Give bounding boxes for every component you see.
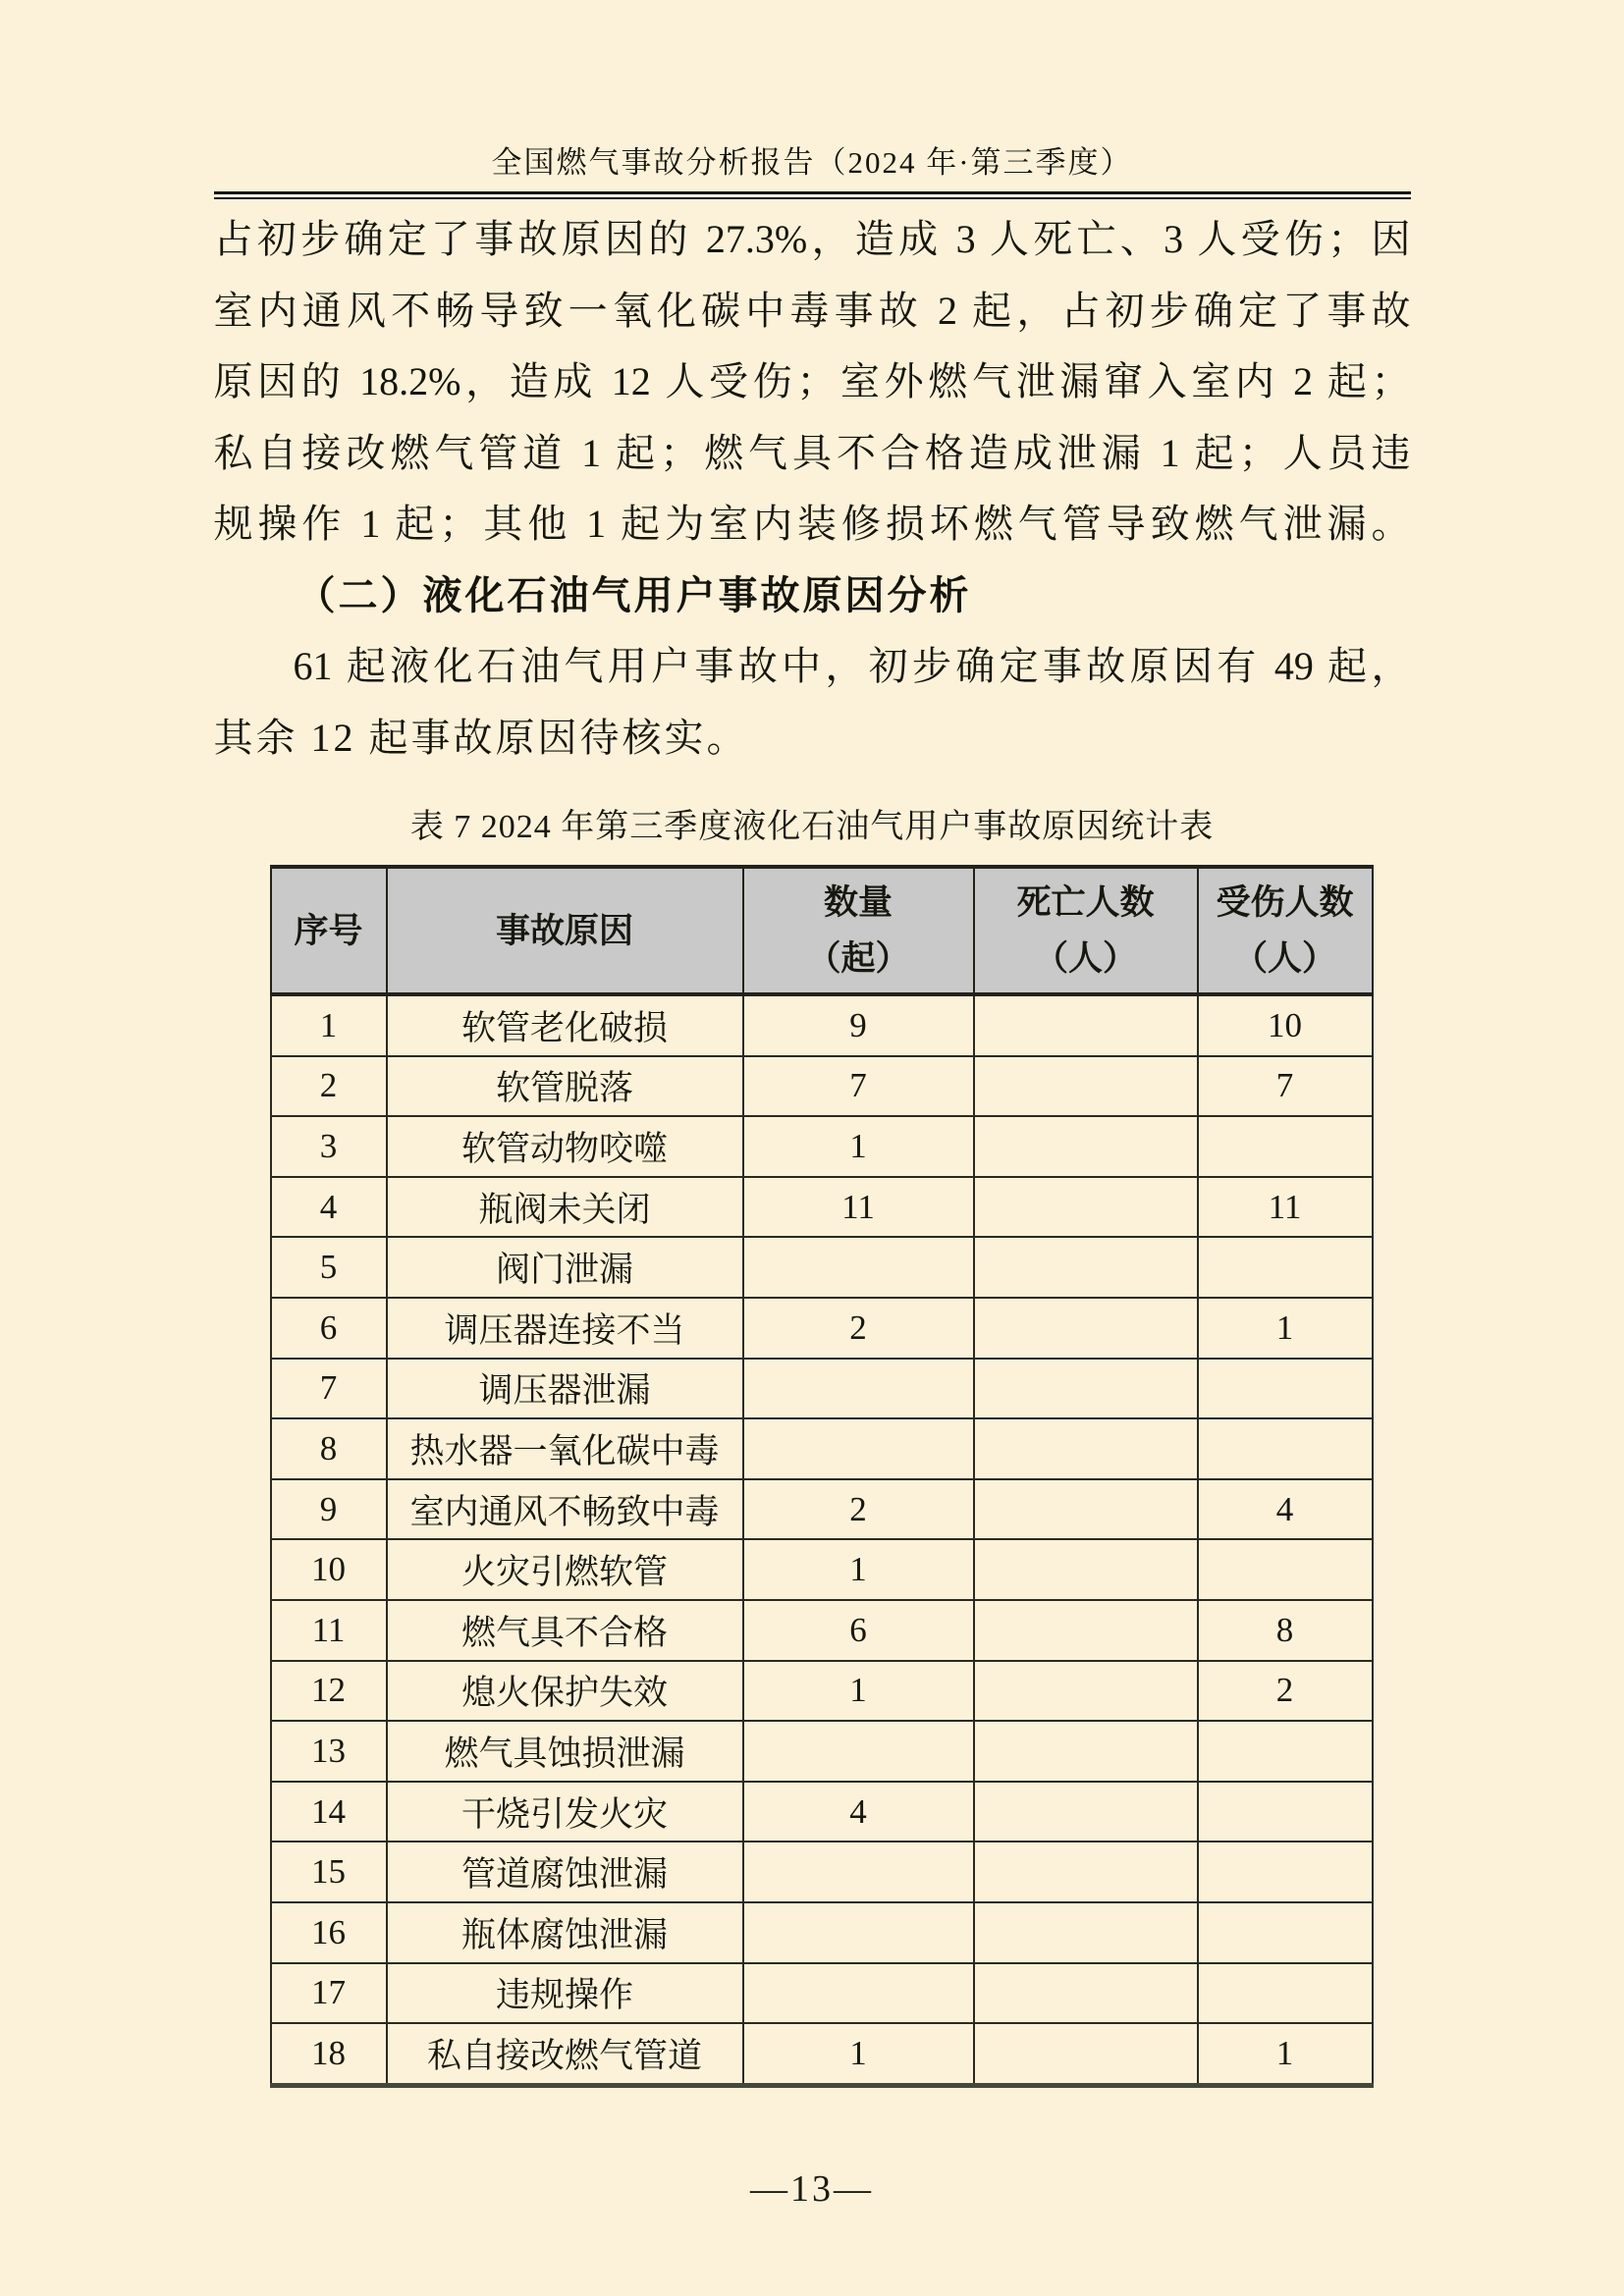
cell-cause: 管道腐蚀泄漏 <box>387 1842 743 1902</box>
cell-count <box>743 1963 974 2024</box>
cell-count <box>743 1902 974 1963</box>
cell-count: 1 <box>743 1661 974 1722</box>
col-header-cause <box>387 867 743 994</box>
table-row <box>271 1177 1373 1238</box>
cell-injuries <box>1198 1782 1373 1842</box>
cell-count <box>743 1359 974 1419</box>
cell-no: 2 <box>271 1056 387 1117</box>
cell-no: 10 <box>271 1539 387 1600</box>
cell-count: 1 <box>743 1539 974 1600</box>
cell-count: 2 <box>743 1479 974 1540</box>
table-row <box>271 1298 1373 1359</box>
table-row <box>271 2023 1373 2085</box>
cell-count <box>743 1418 974 1479</box>
cell-no: 3 <box>271 1116 387 1177</box>
cell-cause: 火灾引燃软管 <box>387 1539 743 1600</box>
table-row <box>271 1359 1373 1419</box>
paragraph-line: 原因的 18.2%，造成 12 人受伤；室外燃气泄漏窜入室内 2 起； <box>213 359 1411 403</box>
table-row <box>271 1661 1373 1722</box>
cell-deaths <box>974 1842 1198 1902</box>
page-number: —13— <box>750 2168 874 2210</box>
cell-count <box>743 1721 974 1782</box>
cell-cause: 瓶体腐蚀泄漏 <box>387 1902 743 1963</box>
paragraph-line: 私自接改燃气管道 1 起；燃气具不合格造成泄漏 1 起；人员违 <box>213 430 1411 475</box>
cell-deaths <box>974 1721 1198 1782</box>
cell-no: 17 <box>271 1963 387 2024</box>
cell-no: 7 <box>271 1359 387 1419</box>
table-row <box>271 1842 1373 1902</box>
cell-no: 11 <box>271 1600 387 1661</box>
cell-deaths <box>974 1539 1198 1600</box>
cell-deaths <box>974 1056 1198 1117</box>
cell-deaths <box>974 1237 1198 1298</box>
table-row <box>271 1721 1373 1782</box>
table-row <box>271 1237 1373 1298</box>
cell-cause: 软管老化破损 <box>387 994 743 1056</box>
cell-no: 9 <box>271 1479 387 1540</box>
table-row <box>271 1963 1373 2024</box>
table-row <box>271 1782 1373 1842</box>
page-content <box>214 0 1411 2088</box>
cell-deaths <box>974 1359 1198 1419</box>
cell-no: 18 <box>271 2023 387 2085</box>
table-row <box>271 1600 1373 1661</box>
paragraph-line: 61 起液化石油气用户事故中，初步确定事故原因有 49 起， <box>293 644 1411 688</box>
cell-no: 1 <box>271 994 387 1056</box>
cell-injuries <box>1198 1902 1373 1963</box>
table-row <box>271 1418 1373 1479</box>
cell-deaths <box>974 1116 1198 1177</box>
col-header-injuries <box>1198 867 1373 994</box>
col-header-unit: （人） <box>1033 939 1137 978</box>
cell-cause: 阀门泄漏 <box>387 1237 743 1298</box>
cell-cause: 软管动物咬噬 <box>387 1116 743 1177</box>
cell-injuries: 1 <box>1198 1298 1373 1359</box>
cell-count <box>743 1237 974 1298</box>
cell-injuries <box>1198 1539 1373 1600</box>
table-row <box>271 994 1373 1056</box>
cell-cause: 燃气具不合格 <box>387 1600 743 1661</box>
col-header-no <box>271 867 387 994</box>
cell-injuries <box>1198 1721 1373 1782</box>
cell-deaths <box>974 1600 1198 1661</box>
cell-deaths <box>974 1782 1198 1842</box>
cell-count: 1 <box>743 1116 974 1177</box>
cell-cause: 瓶阀未关闭 <box>387 1177 743 1238</box>
cell-injuries <box>1198 1237 1373 1298</box>
cell-count: 2 <box>743 1298 974 1359</box>
cell-no: 14 <box>271 1782 387 1842</box>
cell-injuries: 7 <box>1198 1056 1373 1117</box>
page-footer <box>0 2167 1624 2211</box>
cell-cause: 调压器泄漏 <box>387 1359 743 1419</box>
cell-count: 9 <box>743 994 974 1056</box>
cell-injuries <box>1198 1963 1373 2024</box>
cell-cause: 干烧引发火灾 <box>387 1782 743 1842</box>
cell-no: 8 <box>271 1418 387 1479</box>
cell-no: 5 <box>271 1237 387 1298</box>
cell-cause: 软管脱落 <box>387 1056 743 1117</box>
cell-injuries <box>1198 1418 1373 1479</box>
cell-deaths <box>974 1661 1198 1722</box>
table-body <box>271 994 1373 2085</box>
col-header-count <box>743 867 974 994</box>
table-row <box>271 1539 1373 1600</box>
section-heading: （二）液化石油气用户事故原因分析 <box>296 572 972 617</box>
table-row <box>271 1479 1373 1540</box>
cell-injuries: 8 <box>1198 1600 1373 1661</box>
cell-injuries: 1 <box>1198 2023 1373 2085</box>
col-header-deaths <box>974 867 1198 994</box>
report-header-title: 全国燃气事故分析报告（2024 年·第三季度） <box>491 145 1133 180</box>
col-header-label: 事故原因 <box>495 911 633 950</box>
cell-no: 16 <box>271 1902 387 1963</box>
cell-count <box>743 1842 974 1902</box>
cell-no: 15 <box>271 1842 387 1902</box>
cell-count: 4 <box>743 1782 974 1842</box>
cell-no: 13 <box>271 1721 387 1782</box>
paragraph-line: 室内通风不畅导致一氧化碳中毒事故 2 起，占初步确定了事故 <box>213 288 1411 333</box>
cell-count: 11 <box>743 1177 974 1238</box>
cell-cause: 热水器一氧化碳中毒 <box>387 1418 743 1479</box>
cell-cause: 违规操作 <box>387 1963 743 2024</box>
table-row <box>271 1902 1373 1963</box>
cell-injuries: 2 <box>1198 1661 1373 1722</box>
col-header-label: 序号 <box>294 911 363 950</box>
cell-count: 7 <box>743 1056 974 1117</box>
table-header <box>271 867 1373 994</box>
col-header-label: 数量 <box>823 883 893 922</box>
cell-injuries <box>1198 1116 1373 1177</box>
accident-cause-table <box>270 865 1374 2088</box>
cell-injuries: 10 <box>1198 994 1373 1056</box>
cell-cause: 燃气具蚀损泄漏 <box>387 1721 743 1782</box>
paragraph-line: 占初步确定了事故原因的 27.3%，造成 3 人死亡、3 人受伤；因 <box>213 217 1411 261</box>
cell-deaths <box>974 1418 1198 1479</box>
table-row <box>271 1056 1373 1117</box>
cell-no: 12 <box>271 1661 387 1722</box>
col-header-label: 受伤人数 <box>1216 883 1354 922</box>
col-header-unit: （起） <box>806 939 910 978</box>
paragraph-line: 规操作 1 起；其他 1 起为室内装修损坏燃气管导致燃气泄漏。 <box>213 502 1411 546</box>
cell-injuries <box>1198 1359 1373 1419</box>
cell-cause: 室内通风不畅致中毒 <box>387 1479 743 1540</box>
table-header-row <box>271 867 1373 994</box>
cell-deaths <box>974 1963 1198 2024</box>
cell-no: 4 <box>271 1177 387 1238</box>
cell-deaths <box>974 1298 1198 1359</box>
table-row <box>271 1116 1373 1177</box>
col-header-unit: （人） <box>1232 939 1336 978</box>
cell-deaths <box>974 994 1198 1056</box>
cell-cause: 私自接改燃气管道 <box>387 2023 743 2085</box>
table-caption: 表 7 2024 年第三季度液化石油气用户事故原因统计表 <box>409 809 1215 845</box>
col-header-label: 死亡人数 <box>1016 883 1155 922</box>
cell-injuries: 4 <box>1198 1479 1373 1540</box>
cell-no: 6 <box>271 1298 387 1359</box>
cell-injuries <box>1198 1842 1373 1902</box>
paragraph-line: 其余 12 起事故原因待核实。 <box>213 715 749 760</box>
cell-deaths <box>974 2023 1198 2085</box>
cell-deaths <box>974 1479 1198 1540</box>
cell-cause: 熄火保护失效 <box>387 1661 743 1722</box>
cell-count: 6 <box>743 1600 974 1661</box>
header-double-rule <box>214 191 1411 199</box>
body-text <box>214 204 1411 774</box>
cell-deaths <box>974 1902 1198 1963</box>
cell-count: 1 <box>743 2023 974 2085</box>
cell-cause: 调压器连接不当 <box>387 1298 743 1359</box>
cell-deaths <box>974 1177 1198 1238</box>
cell-injuries: 11 <box>1198 1177 1373 1238</box>
